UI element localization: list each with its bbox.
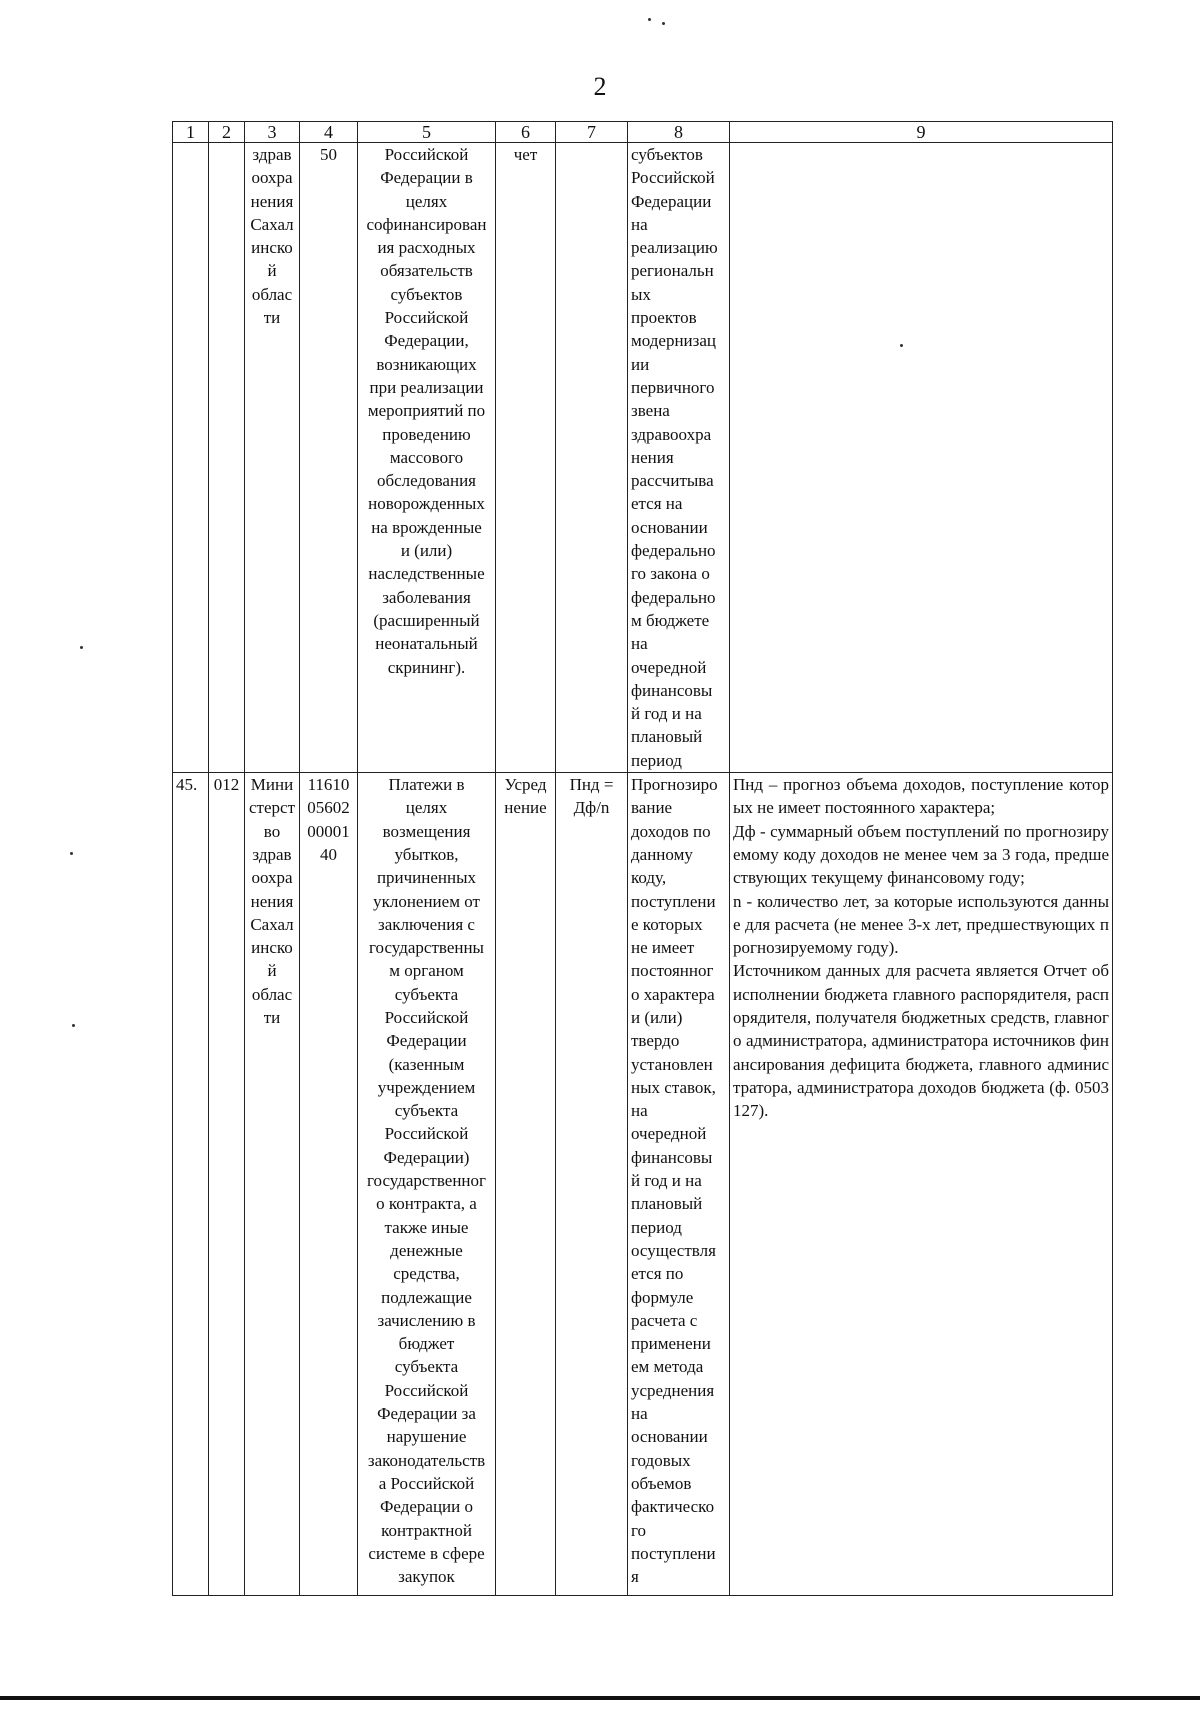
administrator-name-cell: Мини стерст во здрав оохра нения Сахал инско й облас ти [245, 773, 300, 1596]
scan-speck [80, 646, 83, 649]
formula-cell: Пнд = Дф/n [556, 773, 628, 1596]
revenue-forecast-table [172, 121, 1113, 1596]
column-header: 5 [358, 122, 496, 143]
algorithm-cell: субъектов Российской Федерации на реализацию региональн ых проектов модернизац ии первичного звена здравоохра нения рассчитыва ется на основании федерально го закона о федерально м бюджете на очередной финансовы й год и на плановый период [628, 143, 730, 773]
scan-speck [72, 1024, 75, 1027]
row-number-cell: 45. [173, 773, 209, 1596]
revenue-name-cell: Российской Федерации в целях софинансирован ия расходных обязательств субъектов Российской Федерации, возникающих при реализации мероприятий по проведению массового обследования новорожденных на врожденные и (или) наследственные заболевания (расширенный неонатальный скрининг). [358, 143, 496, 773]
scan-edge-line [0, 1696, 1200, 1700]
column-header: 4 [300, 122, 358, 143]
admin-code-cell: 012 [209, 773, 245, 1596]
scan-speck [662, 22, 665, 25]
revenue-code-cell: 11610 05602 00001 40 [300, 773, 358, 1596]
revenue-name-cell: Платежи в целях возмещения убытков, причиненных уклонением от заключения с государственны м органом субъекта Российской Федерации (казенным учреждением субъекта Российской Федерации) государственног о контракта, а также иные денежные средства, подлежащие зачислению в бюджет субъекта Российской Федерации за нарушение законодательств а Российской Федерации о контрактной системе в сфере закупок [358, 773, 496, 1596]
formula-cell [556, 143, 628, 773]
column-header: 9 [730, 122, 1113, 143]
row-number-cell [173, 143, 209, 773]
page-number: 2 [593, 72, 607, 101]
scan-speck [70, 852, 73, 855]
column-header: 1 [173, 122, 209, 143]
method-cell: Усред нение [496, 773, 556, 1596]
administrator-name-cell: здрав оохра нения Сахал инско й облас ти [245, 143, 300, 773]
algorithm-cell: Прогнозиро вание доходов по данному коду, поступлени е которых не имеет постояннoг о характера и (или) твердо установлен ных ставок, на очередной финансовы й год и на плановый период осуществля ется по формуле расчета с применени ем метода усреднения на основании годовых объемов фактическо го поступлени я [628, 773, 730, 1596]
revenue-code-cell: 50 [300, 143, 358, 773]
description-cell [730, 143, 1113, 773]
column-header: 3 [245, 122, 300, 143]
scan-speck [648, 18, 651, 21]
table-row [173, 773, 1113, 1596]
column-header: 6 [496, 122, 556, 143]
table-row [173, 143, 1113, 773]
description-cell: Пнд – прогноз объема доходов, поступление которых не имеет постоянного характера; Дф - суммарный объем поступлений по прогнозируемому коду доходов не менее чем за 3 года, предшествующих текущему финансовому году; n - количество лет, за которые используются данные для расчета (не менее 3-х лет, предшествующих прогнозируемому году). Источником данных для расчета является Отчет об исполнении бюджета главного распорядителя, распорядителя, получателя бюджетных средств, главного администратора, администратора источников финансирования дефицита бюджета, главного администратора, администратора доходов бюджета (ф. 0503127). [730, 773, 1113, 1596]
scan-speck [900, 344, 903, 347]
column-number-row [173, 122, 1113, 143]
method-cell: чет [496, 143, 556, 773]
column-header: 2 [209, 122, 245, 143]
column-header: 7 [556, 122, 628, 143]
admin-code-cell [209, 143, 245, 773]
column-header: 8 [628, 122, 730, 143]
